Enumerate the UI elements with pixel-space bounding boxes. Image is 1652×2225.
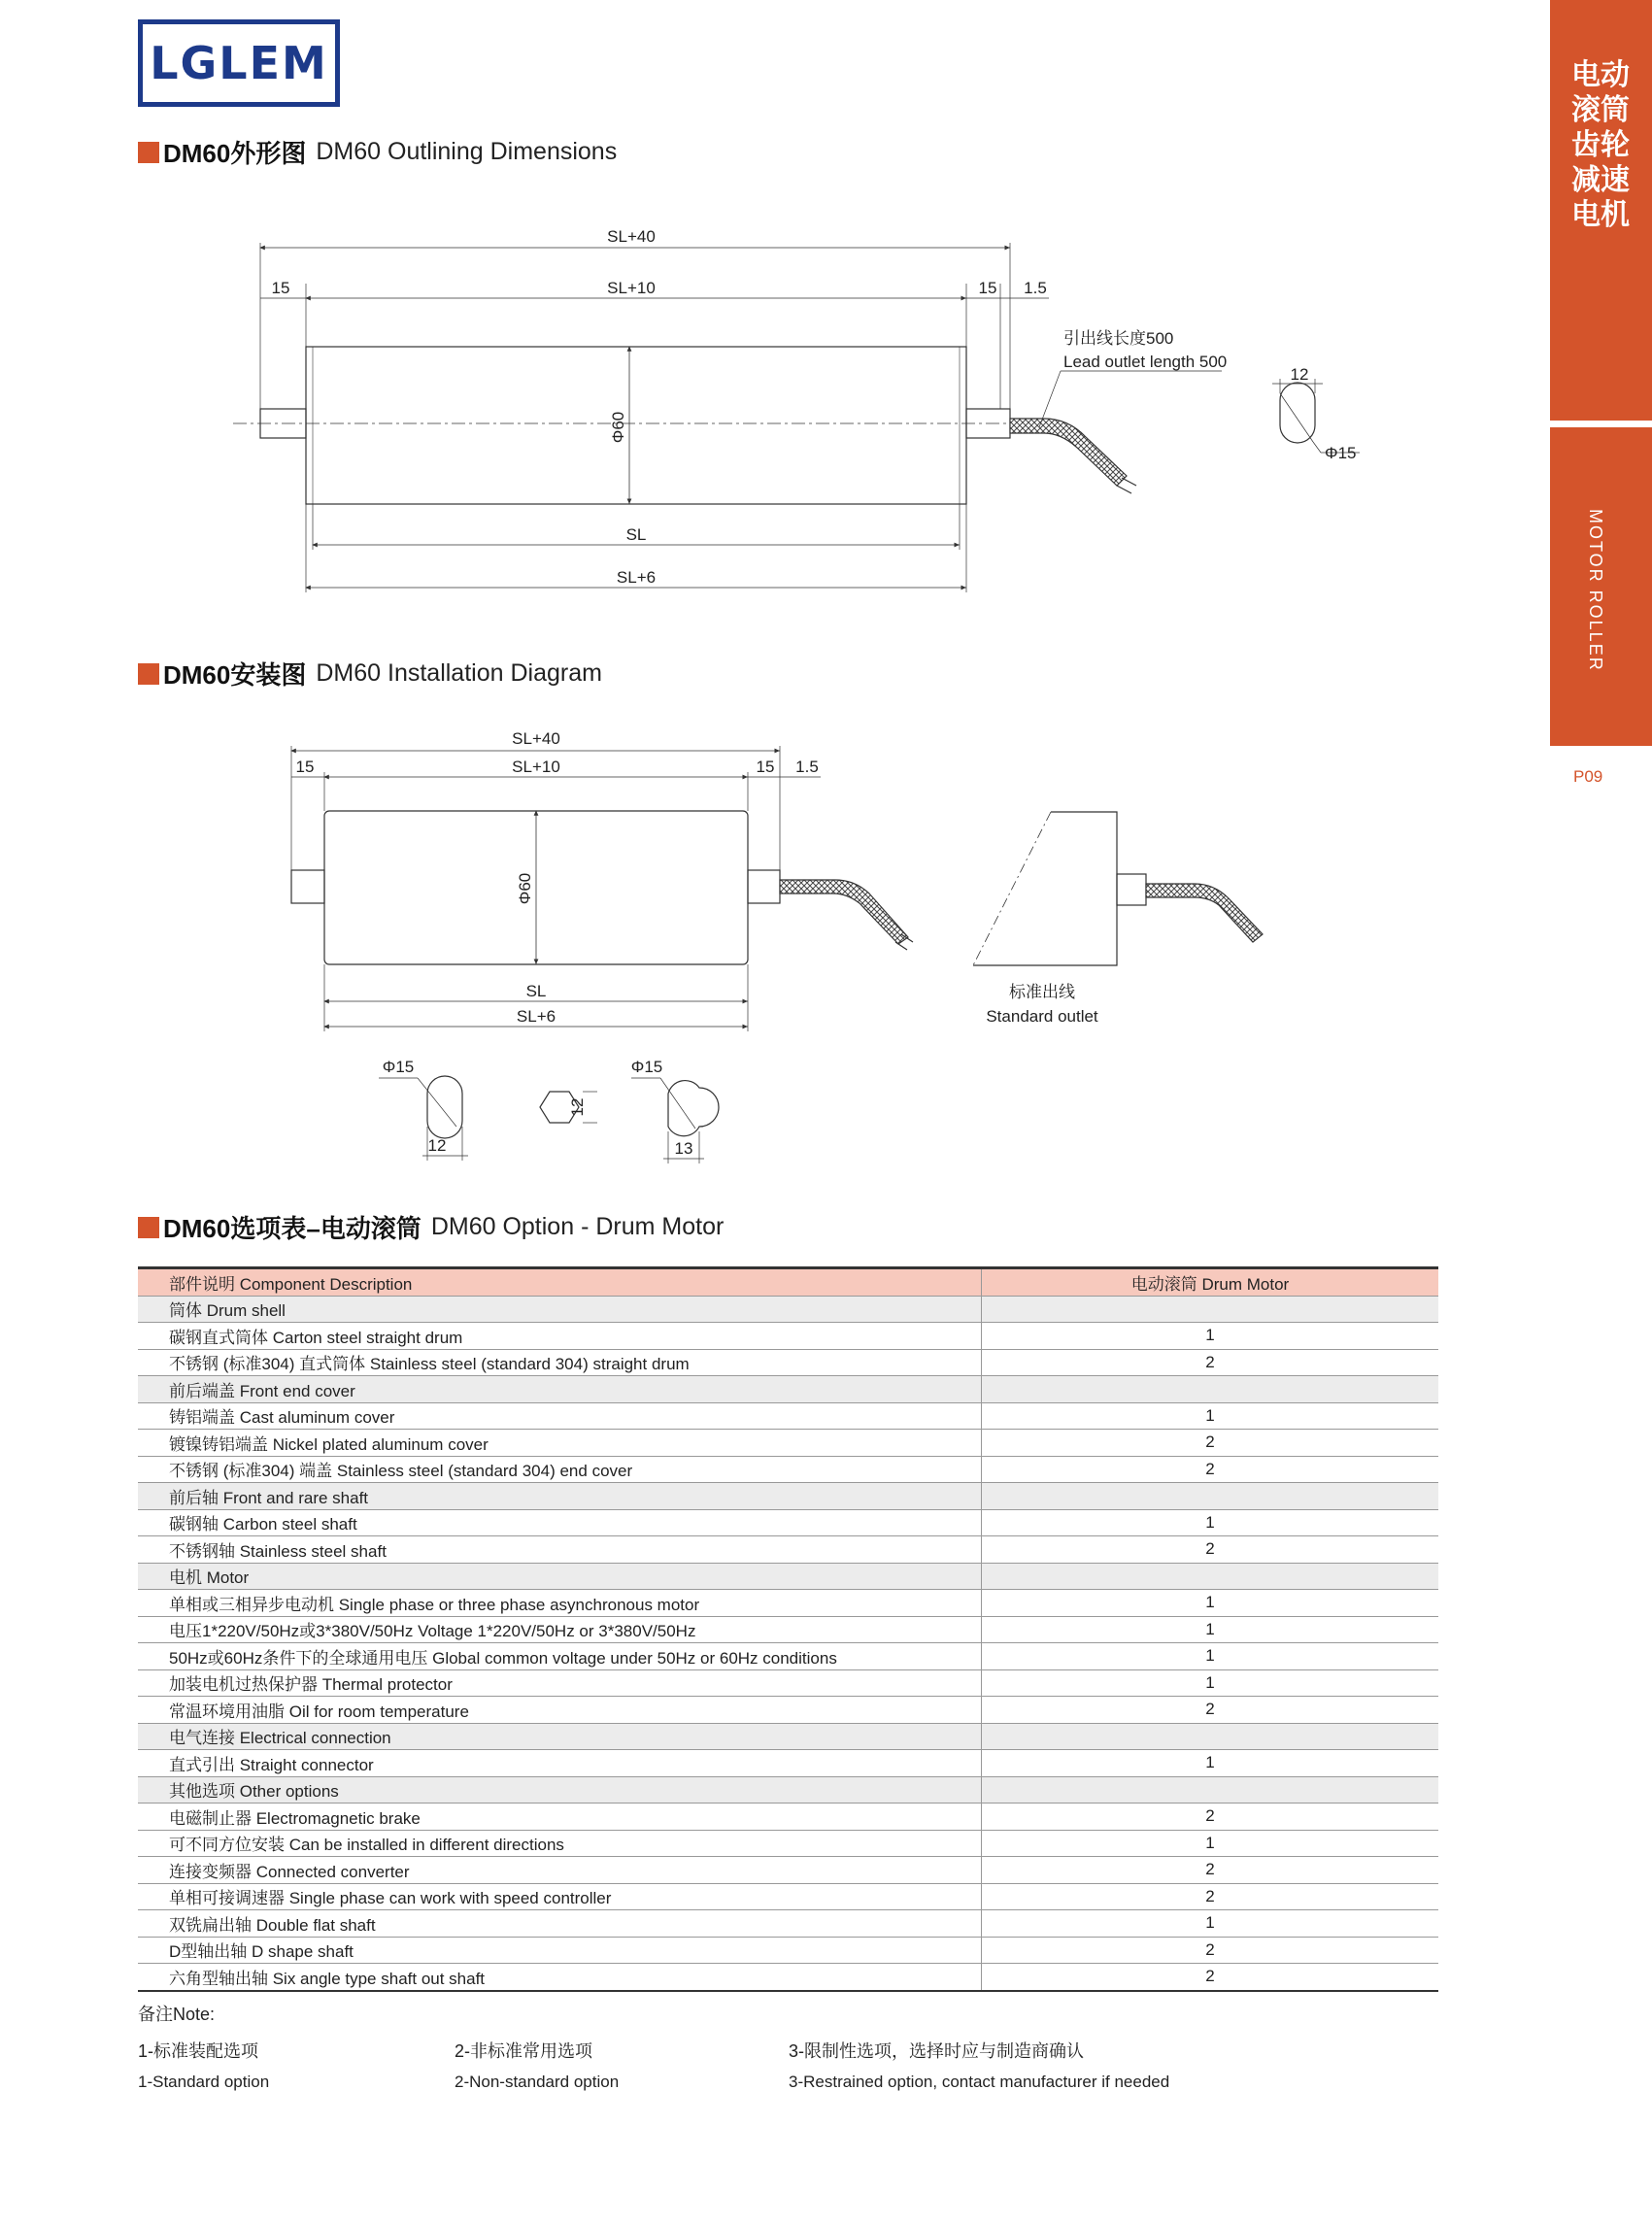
table-group-row: [138, 1296, 1438, 1323]
section3-width: 13: [674, 1139, 693, 1158]
dim-sl40: SL+40: [512, 729, 560, 748]
row-desc: 电气连接 Electrical connection: [138, 1723, 982, 1750]
dim-phi15: Φ15: [1325, 444, 1357, 462]
row-desc: D型轴出轴 D shape shaft: [138, 1937, 982, 1964]
dim-sl: SL: [525, 982, 547, 1000]
notes-en-row: [138, 2073, 1169, 2092]
options-table: [138, 1266, 1438, 1992]
row-desc: 常温环境用油脂 Oil for room temperature: [138, 1697, 982, 1724]
table-header-row: [138, 1268, 1438, 1297]
table-row: [138, 1590, 1438, 1617]
row-value: 2: [982, 1536, 1439, 1564]
dim-phi60: Φ60: [609, 411, 627, 444]
notes: [138, 2001, 1169, 2092]
header-desc: 部件说明 Component Description: [138, 1268, 982, 1297]
lead-cable: [1010, 419, 1127, 486]
note-1-zh: 1-标准装配选项: [138, 2041, 259, 2061]
section1-width: 12: [427, 1136, 447, 1155]
row-value: 1: [982, 1830, 1439, 1857]
row-desc: 双铣扁出轴 Double flat shaft: [138, 1910, 982, 1938]
table-group-row: [138, 1563, 1438, 1590]
table-row: [138, 1697, 1438, 1724]
standard-outlet-zh: 标准出线: [1009, 983, 1075, 1001]
row-desc: 不锈钢 (标准304) 直式筒体 Stainless steel (standard 304) straight drum: [138, 1349, 982, 1376]
category-title-zh: 电动滚筒齿轮减速电机: [1571, 58, 1630, 232]
table-row: [138, 1669, 1438, 1697]
dim-15-right: 15: [756, 758, 775, 776]
table-group-row: [138, 1376, 1438, 1403]
dim-15-left: 15: [271, 279, 290, 297]
row-desc: 六角型轴出轴 Six angle type shaft out shaft: [138, 1964, 982, 1991]
header-value: 电动滚筒 Drum Motor: [982, 1268, 1439, 1297]
outline-dim-labels: [272, 227, 1357, 587]
row-value: 1: [982, 1910, 1439, 1938]
row-desc: 50Hz或60Hz条件下的全球通用电压 Global common voltage under 50Hz or 60Hz conditions: [138, 1643, 982, 1670]
shaft-section-double-flat: [427, 1076, 462, 1138]
notes-zh-row: [138, 2038, 1169, 2063]
row-desc: 镀镍铸铝端盖 Nickel plated aluminum cover: [138, 1430, 982, 1457]
row-value: 2: [982, 1857, 1439, 1884]
note-2-zh: 2-非标准常用选项: [455, 2041, 593, 2061]
row-value: [982, 1296, 1439, 1323]
row-desc: 不锈钢轴 Stainless steel shaft: [138, 1536, 982, 1564]
row-value: [982, 1723, 1439, 1750]
shaft-section: [1280, 383, 1315, 443]
lead-cable-install: [780, 880, 908, 944]
row-value: 1: [982, 1323, 1439, 1350]
table-row: [138, 1830, 1438, 1857]
row-value: 1: [982, 1509, 1439, 1536]
table-row: [138, 1964, 1438, 1991]
section-title-zh: DM60外形图: [163, 139, 307, 168]
left-shaft-install: [291, 870, 324, 903]
dim-sl10: SL+10: [607, 279, 656, 297]
lead-label-zh: 引出线长度500: [1063, 329, 1174, 348]
row-value: 2: [982, 1430, 1439, 1457]
outline-drawing: [233, 243, 1360, 592]
row-desc: 其他选项 Other options: [138, 1776, 982, 1804]
table-group-row: [138, 1776, 1438, 1804]
row-desc: 连接变频器 Connected converter: [138, 1857, 982, 1884]
table-row: [138, 1349, 1438, 1376]
row-value: [982, 1483, 1439, 1510]
row-desc: 可不同方位安装 Can be installed in different directions: [138, 1830, 982, 1857]
table-row: [138, 1750, 1438, 1777]
row-value: 1: [982, 1590, 1439, 1617]
dim-sl: SL: [625, 525, 647, 544]
brand-logo: LGLEM: [138, 19, 340, 107]
row-desc: 碳钢直式筒体 Carton steel straight drum: [138, 1323, 982, 1350]
row-value: 2: [982, 1804, 1439, 1831]
dim-1-5: 1.5: [1024, 279, 1047, 297]
row-desc: 筒体 Drum shell: [138, 1296, 982, 1323]
table-row: [138, 1536, 1438, 1564]
note-3-en: 3-Restrained option, contact manufacturer if needed: [789, 2073, 1170, 2091]
drum-body: [306, 347, 966, 504]
table-row: [138, 1509, 1438, 1536]
table-row: [138, 1643, 1438, 1670]
row-value: 2: [982, 1349, 1439, 1376]
table-group-row: [138, 1483, 1438, 1510]
section-title-en: DM60 Option - Drum Motor: [430, 1213, 725, 1240]
row-value: 1: [982, 1750, 1439, 1777]
row-value: 1: [982, 1402, 1439, 1430]
row-desc: 直式引出 Straight connector: [138, 1750, 982, 1777]
row-value: 2: [982, 1964, 1439, 1991]
outlet-block: [973, 812, 1117, 965]
section-marker: [138, 1217, 159, 1238]
install-drawing: [291, 746, 1263, 1163]
dim-15-left: 15: [295, 758, 315, 776]
section-title-en: DM60 Outlining Dimensions: [316, 138, 618, 165]
row-desc: 前后端盖 Front end cover: [138, 1376, 982, 1403]
row-value: 2: [982, 1937, 1439, 1964]
lead-label-en: Lead outlet length 500: [1063, 353, 1228, 371]
row-value: 2: [982, 1456, 1439, 1483]
row-value: [982, 1776, 1439, 1804]
note-3-zh: 3-限制性选项，选择时应与制造商确认: [789, 2041, 1085, 2061]
table-row: [138, 1430, 1438, 1457]
page-number: P09: [1573, 767, 1603, 786]
row-value: 1: [982, 1669, 1439, 1697]
notes-title: 备注Note:: [138, 2005, 216, 2024]
row-desc: 加装电机过热保护器 Thermal protector: [138, 1669, 982, 1697]
row-desc: 电机 Motor: [138, 1563, 982, 1590]
row-value: 1: [982, 1643, 1439, 1670]
section-title-options: [138, 1209, 724, 1245]
table-row: [138, 1616, 1438, 1643]
table-group-row: [138, 1723, 1438, 1750]
section3-phi: Φ15: [630, 1058, 663, 1076]
section-title-zh: DM60选项表–电动滚筒: [163, 1214, 421, 1243]
table-body: [138, 1296, 1438, 1991]
section-title-zh: DM60安装图: [163, 660, 307, 690]
section-title-en: DM60 Installation Diagram: [316, 659, 602, 687]
dim-phi60: Φ60: [516, 872, 534, 905]
table-row: [138, 1857, 1438, 1884]
row-desc: 单相或三相异步电动机 Single phase or three phase asynchronous motor: [138, 1590, 982, 1617]
note-1-en: 1-Standard option: [138, 2073, 270, 2091]
table-row: [138, 1804, 1438, 1831]
row-desc: 不锈钢 (标准304) 端盖 Stainless steel (standard 304) end cover: [138, 1456, 982, 1483]
row-value: 2: [982, 1697, 1439, 1724]
table-row: [138, 1402, 1438, 1430]
row-desc: 铸铝端盖 Cast aluminum cover: [138, 1402, 982, 1430]
dim-sl6: SL+6: [516, 1007, 556, 1026]
standard-outlet-en: Standard outlet: [986, 1007, 1098, 1026]
table-row: [138, 1910, 1438, 1938]
row-value: 2: [982, 1883, 1439, 1910]
category-title-en: MOTOR ROLLER: [1586, 509, 1605, 672]
row-value: [982, 1563, 1439, 1590]
table-row: [138, 1323, 1438, 1350]
dim-sl10: SL+10: [512, 758, 560, 776]
table-row: [138, 1456, 1438, 1483]
row-value: [982, 1376, 1439, 1403]
shaft-section-d: [668, 1081, 719, 1136]
section1-phi: Φ15: [382, 1058, 415, 1076]
dim-sl6: SL+6: [616, 568, 657, 587]
row-desc: 电压1*220V/50Hz或3*380V/50Hz Voltage 1*220V/50Hz or 3*380V/50Hz: [138, 1616, 982, 1643]
table-row: [138, 1937, 1438, 1964]
dim-width-12: 12: [1290, 365, 1309, 384]
dim-sl40: SL+40: [607, 227, 656, 246]
right-shaft-install: [748, 870, 780, 903]
note-2-en: 2-Non-standard option: [455, 2073, 620, 2091]
dim-15-right: 15: [978, 279, 997, 297]
row-desc: 电磁制止器 Electromagnetic brake: [138, 1804, 982, 1831]
row-value: 1: [982, 1616, 1439, 1643]
section2-width: 12: [568, 1097, 587, 1117]
row-desc: 单相可接调速器 Single phase can work with speed controller: [138, 1883, 982, 1910]
install-dim-labels: [296, 729, 1098, 1158]
table-row: [138, 1883, 1438, 1910]
row-desc: 碳钢轴 Carbon steel shaft: [138, 1509, 982, 1536]
dim-1-5: 1.5: [795, 758, 819, 776]
row-desc: 前后轴 Front and rare shaft: [138, 1483, 982, 1510]
